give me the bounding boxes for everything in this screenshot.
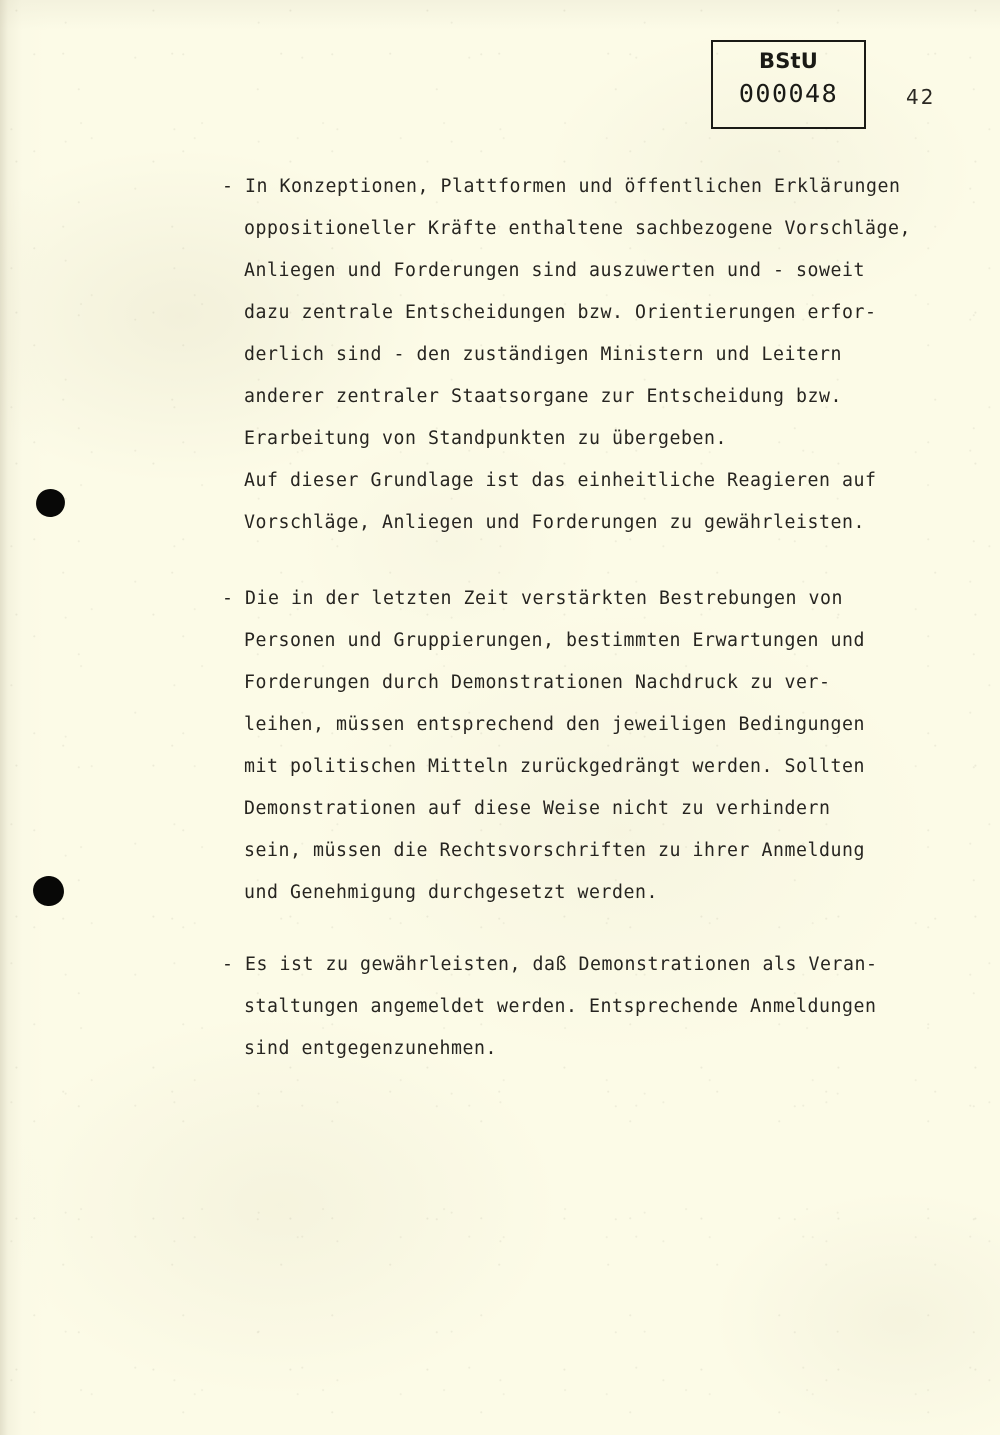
page-number: 42 bbox=[906, 85, 936, 109]
text-line: - Es ist zu gewährleisten, daß Demonstrationen als Veran- bbox=[222, 954, 878, 975]
text-line: oppositioneller Kräfte enthaltene sachbezogene Vorschläge, bbox=[244, 218, 911, 239]
text-line: dazu zentrale Entscheidungen bzw. Orientierungen erfor- bbox=[244, 302, 877, 323]
text-line: leihen, müssen entsprechend den jeweiligen Bedingungen bbox=[244, 714, 865, 735]
text-line: Personen und Gruppierungen, bestimmten Erwartungen und bbox=[244, 630, 865, 651]
text-line: Erarbeitung von Standpunkten zu übergeben. bbox=[244, 428, 727, 449]
text-line: Auf dieser Grundlage ist das einheitliche Reagieren auf bbox=[244, 470, 877, 491]
text-paragraph bbox=[222, 944, 962, 1070]
punch-hole-icon bbox=[34, 487, 67, 519]
text-paragraph bbox=[222, 166, 962, 544]
text-line: staltungen angemeldet werden. Entsprechende Anmeldungen bbox=[244, 996, 877, 1017]
text-line: sind entgegenzunehmen. bbox=[244, 1038, 497, 1059]
text-line: Demonstrationen auf diese Weise nicht zu verhindern bbox=[244, 798, 831, 819]
text-line: und Genehmigung durchgesetzt werden. bbox=[244, 882, 658, 903]
stamp-agency-label: BStU bbox=[758, 49, 819, 73]
text-paragraph bbox=[222, 578, 962, 914]
text-line: Anliegen und Forderungen sind auszuwerten und - soweit bbox=[244, 260, 865, 281]
text-line: Forderungen durch Demonstrationen Nachdruck zu ver- bbox=[244, 672, 831, 693]
stamp-serial-number: 000048 bbox=[738, 79, 839, 108]
text-line: Vorschläge, Anliegen und Forderungen zu gewährleisten. bbox=[244, 512, 865, 533]
text-line: sein, müssen die Rechtsvorschriften zu ihrer Anmeldung bbox=[244, 840, 865, 861]
text-line: - In Konzeptionen, Plattformen und öffentlichen Erklärungen bbox=[222, 176, 901, 197]
punch-hole-icon bbox=[32, 874, 66, 907]
text-line: derlich sind - den zuständigen Ministern und Leitern bbox=[244, 344, 842, 365]
text-line: anderer zentraler Staatsorgane zur Entscheidung bzw. bbox=[244, 386, 842, 407]
text-line: mit politischen Mitteln zurückgedrängt werden. Sollten bbox=[244, 756, 865, 777]
bstu-archive-stamp bbox=[711, 40, 866, 129]
text-line: - Die in der letzten Zeit verstärkten Bestrebungen von bbox=[222, 588, 843, 609]
